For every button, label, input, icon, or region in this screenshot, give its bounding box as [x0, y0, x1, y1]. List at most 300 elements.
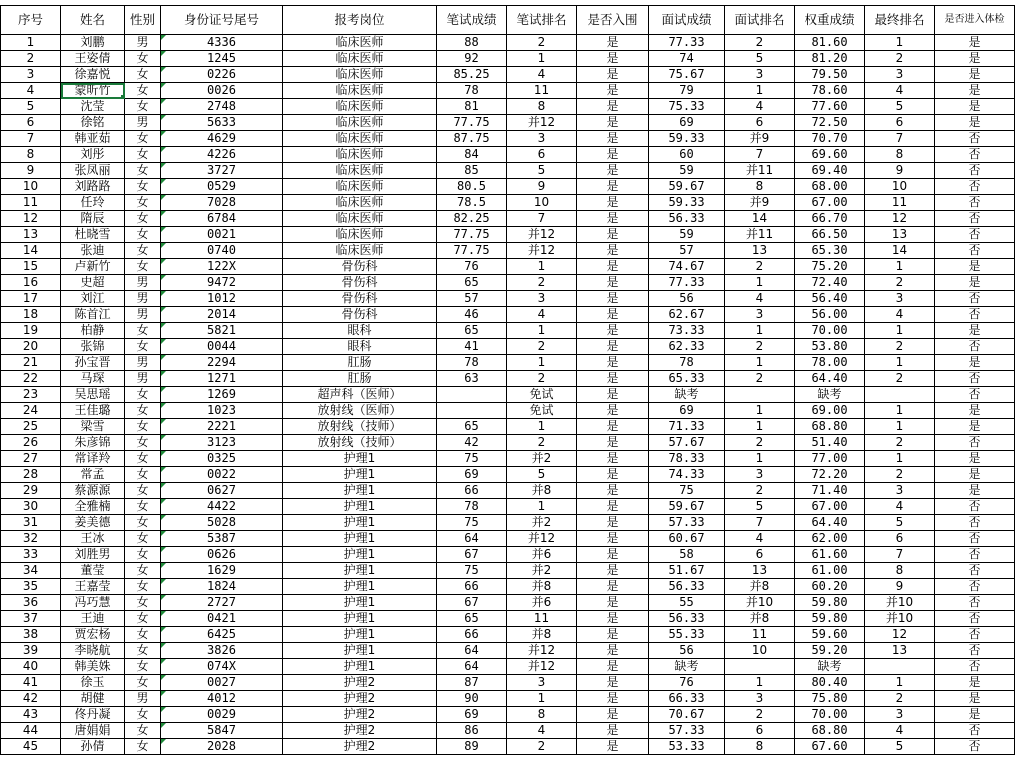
weighted-score-cell[interactable]: 70.00 — [795, 707, 865, 723]
final-rank-cell[interactable]: 2 — [865, 435, 935, 451]
name-cell[interactable]: 刘江 — [61, 291, 125, 307]
written-score-cell[interactable]: 67 — [437, 547, 507, 563]
weighted-score-cell[interactable]: 75.20 — [795, 259, 865, 275]
interview-rank-cell[interactable]: 6 — [725, 723, 795, 739]
interview-score-cell[interactable]: 74.67 — [649, 259, 725, 275]
interview-score-cell[interactable]: 62.67 — [649, 307, 725, 323]
final-rank-cell[interactable]: 11 — [865, 195, 935, 211]
weighted-score-cell[interactable]: 61.60 — [795, 547, 865, 563]
shortlisted-cell[interactable]: 是 — [577, 419, 649, 435]
position-cell[interactable]: 临床医师 — [283, 35, 437, 51]
seq-cell[interactable]: 17 — [1, 291, 61, 307]
weighted-score-cell[interactable]: 72.50 — [795, 115, 865, 131]
name-cell[interactable]: 贾宏杨 — [61, 627, 125, 643]
interview-score-cell[interactable]: 59.33 — [649, 195, 725, 211]
written-score-cell[interactable]: 80.5 — [437, 179, 507, 195]
interview-score-cell[interactable]: 73.33 — [649, 323, 725, 339]
final-rank-cell[interactable]: 9 — [865, 163, 935, 179]
gender-cell[interactable]: 女 — [125, 323, 161, 339]
interview-score-cell[interactable]: 57.33 — [649, 723, 725, 739]
id-tail-cell[interactable]: 0027 — [161, 675, 283, 691]
seq-cell[interactable]: 4 — [1, 83, 61, 99]
written-rank-cell[interactable]: 11 — [507, 611, 577, 627]
shortlisted-cell[interactable]: 是 — [577, 627, 649, 643]
seq-cell[interactable]: 22 — [1, 371, 61, 387]
written-score-cell[interactable]: 63 — [437, 371, 507, 387]
interview-rank-cell[interactable]: 6 — [725, 547, 795, 563]
written-rank-cell[interactable]: 4 — [507, 307, 577, 323]
name-cell[interactable]: 朱彦锦 — [61, 435, 125, 451]
medical-exam-cell[interactable]: 否 — [935, 339, 1015, 355]
final-rank-cell[interactable]: 13 — [865, 643, 935, 659]
medical-exam-cell[interactable]: 否 — [935, 531, 1015, 547]
weighted-score-cell[interactable]: 78.00 — [795, 355, 865, 371]
shortlisted-cell[interactable]: 是 — [577, 691, 649, 707]
gender-cell[interactable]: 女 — [125, 499, 161, 515]
interview-score-cell[interactable]: 57.33 — [649, 515, 725, 531]
position-cell[interactable]: 放射线（技师） — [283, 435, 437, 451]
weighted-score-cell[interactable]: 77.60 — [795, 99, 865, 115]
id-tail-cell[interactable]: 074X — [161, 659, 283, 675]
interview-score-cell[interactable]: 59 — [649, 163, 725, 179]
seq-cell[interactable]: 14 — [1, 243, 61, 259]
written-rank-cell[interactable]: 1 — [507, 323, 577, 339]
written-score-cell[interactable]: 90 — [437, 691, 507, 707]
seq-cell[interactable]: 32 — [1, 531, 61, 547]
name-cell[interactable]: 陈首江 — [61, 307, 125, 323]
written-score-cell[interactable]: 69 — [437, 707, 507, 723]
interview-rank-cell[interactable]: 3 — [725, 467, 795, 483]
name-cell[interactable]: 蔡源源 — [61, 483, 125, 499]
medical-exam-cell[interactable]: 否 — [935, 595, 1015, 611]
interview-score-cell[interactable]: 56.33 — [649, 611, 725, 627]
seq-cell[interactable]: 6 — [1, 115, 61, 131]
interview-rank-cell[interactable] — [725, 659, 795, 675]
interview-rank-cell[interactable]: 并9 — [725, 131, 795, 147]
position-cell[interactable]: 临床医师 — [283, 67, 437, 83]
name-cell[interactable]: 柏静 — [61, 323, 125, 339]
gender-cell[interactable]: 男 — [125, 371, 161, 387]
interview-score-cell[interactable]: 77.33 — [649, 35, 725, 51]
seq-cell[interactable]: 26 — [1, 435, 61, 451]
position-cell[interactable]: 临床医师 — [283, 51, 437, 67]
gender-cell[interactable]: 女 — [125, 547, 161, 563]
seq-cell[interactable]: 16 — [1, 275, 61, 291]
interview-rank-cell[interactable]: 10 — [725, 643, 795, 659]
seq-cell[interactable]: 44 — [1, 723, 61, 739]
name-cell[interactable]: 王姿倩 — [61, 51, 125, 67]
final-rank-cell[interactable]: 4 — [865, 499, 935, 515]
gender-cell[interactable]: 女 — [125, 435, 161, 451]
id-tail-cell[interactable]: 0021 — [161, 227, 283, 243]
shortlisted-cell[interactable]: 是 — [577, 115, 649, 131]
shortlisted-cell[interactable]: 是 — [577, 179, 649, 195]
id-tail-cell[interactable]: 1023 — [161, 403, 283, 419]
gender-cell[interactable]: 女 — [125, 659, 161, 675]
id-tail-cell[interactable]: 6784 — [161, 211, 283, 227]
header-cell[interactable]: 身份证号尾号 — [161, 6, 283, 35]
shortlisted-cell[interactable]: 是 — [577, 515, 649, 531]
position-cell[interactable]: 护理2 — [283, 691, 437, 707]
position-cell[interactable]: 眼科 — [283, 323, 437, 339]
seq-cell[interactable]: 30 — [1, 499, 61, 515]
seq-cell[interactable]: 31 — [1, 515, 61, 531]
name-cell[interactable]: 史超 — [61, 275, 125, 291]
gender-cell[interactable]: 女 — [125, 595, 161, 611]
seq-cell[interactable]: 29 — [1, 483, 61, 499]
written-score-cell[interactable]: 67 — [437, 595, 507, 611]
medical-exam-cell[interactable]: 是 — [935, 83, 1015, 99]
written-rank-cell[interactable]: 2 — [507, 275, 577, 291]
final-rank-cell[interactable]: 并10 — [865, 595, 935, 611]
shortlisted-cell[interactable]: 是 — [577, 467, 649, 483]
interview-score-cell[interactable]: 57 — [649, 243, 725, 259]
shortlisted-cell[interactable]: 是 — [577, 339, 649, 355]
gender-cell[interactable]: 女 — [125, 179, 161, 195]
final-rank-cell[interactable]: 1 — [865, 451, 935, 467]
final-rank-cell[interactable]: 2 — [865, 339, 935, 355]
written-rank-cell[interactable]: 9 — [507, 179, 577, 195]
written-rank-cell[interactable]: 并12 — [507, 643, 577, 659]
name-cell[interactable]: 佟丹凝 — [61, 707, 125, 723]
shortlisted-cell[interactable]: 是 — [577, 35, 649, 51]
seq-cell[interactable]: 36 — [1, 595, 61, 611]
name-cell[interactable]: 张锦 — [61, 339, 125, 355]
name-cell[interactable]: 刘鹏 — [61, 35, 125, 51]
interview-score-cell[interactable]: 57.67 — [649, 435, 725, 451]
name-cell[interactable]: 唐娟娟 — [61, 723, 125, 739]
gender-cell[interactable]: 男 — [125, 355, 161, 371]
position-cell[interactable]: 护理2 — [283, 723, 437, 739]
interview-score-cell[interactable]: 60 — [649, 147, 725, 163]
final-rank-cell[interactable]: 14 — [865, 243, 935, 259]
interview-rank-cell[interactable]: 14 — [725, 211, 795, 227]
id-tail-cell[interactable]: 4336 — [161, 35, 283, 51]
medical-exam-cell[interactable]: 否 — [935, 163, 1015, 179]
gender-cell[interactable]: 女 — [125, 643, 161, 659]
gender-cell[interactable]: 男 — [125, 307, 161, 323]
medical-exam-cell[interactable]: 否 — [935, 307, 1015, 323]
id-tail-cell[interactable]: 2014 — [161, 307, 283, 323]
gender-cell[interactable]: 女 — [125, 723, 161, 739]
seq-cell[interactable]: 43 — [1, 707, 61, 723]
weighted-score-cell[interactable]: 缺考 — [795, 659, 865, 675]
weighted-score-cell[interactable]: 59.80 — [795, 595, 865, 611]
medical-exam-cell[interactable]: 否 — [935, 659, 1015, 675]
header-cell[interactable]: 姓名 — [61, 6, 125, 35]
weighted-score-cell[interactable]: 67.60 — [795, 739, 865, 755]
medical-exam-cell[interactable]: 是 — [935, 691, 1015, 707]
seq-cell[interactable]: 3 — [1, 67, 61, 83]
shortlisted-cell[interactable]: 是 — [577, 67, 649, 83]
position-cell[interactable]: 护理1 — [283, 659, 437, 675]
final-rank-cell[interactable] — [865, 659, 935, 675]
written-rank-cell[interactable]: 7 — [507, 211, 577, 227]
weighted-score-cell[interactable]: 69.40 — [795, 163, 865, 179]
gender-cell[interactable]: 女 — [125, 147, 161, 163]
id-tail-cell[interactable]: 2221 — [161, 419, 283, 435]
written-rank-cell[interactable]: 并12 — [507, 227, 577, 243]
written-rank-cell[interactable]: 2 — [507, 739, 577, 755]
written-rank-cell[interactable]: 并12 — [507, 659, 577, 675]
written-score-cell[interactable]: 64 — [437, 659, 507, 675]
gender-cell[interactable]: 女 — [125, 51, 161, 67]
medical-exam-cell[interactable]: 否 — [935, 547, 1015, 563]
medical-exam-cell[interactable]: 是 — [935, 259, 1015, 275]
final-rank-cell[interactable] — [865, 387, 935, 403]
interview-score-cell[interactable]: 56.33 — [649, 211, 725, 227]
gender-cell[interactable]: 女 — [125, 627, 161, 643]
position-cell[interactable]: 临床医师 — [283, 195, 437, 211]
id-tail-cell[interactable]: 0627 — [161, 483, 283, 499]
gender-cell[interactable]: 男 — [125, 35, 161, 51]
interview-rank-cell[interactable]: 2 — [725, 339, 795, 355]
gender-cell[interactable]: 男 — [125, 115, 161, 131]
written-score-cell[interactable]: 77.75 — [437, 243, 507, 259]
interview-score-cell[interactable]: 58 — [649, 547, 725, 563]
interview-rank-cell[interactable]: 4 — [725, 291, 795, 307]
medical-exam-cell[interactable]: 否 — [935, 515, 1015, 531]
seq-cell[interactable]: 5 — [1, 99, 61, 115]
position-cell[interactable]: 护理2 — [283, 739, 437, 755]
written-score-cell[interactable]: 65 — [437, 611, 507, 627]
written-rank-cell[interactable]: 8 — [507, 707, 577, 723]
name-cell[interactable]: 常译羚 — [61, 451, 125, 467]
name-cell[interactable]: 张凤丽 — [61, 163, 125, 179]
written-rank-cell[interactable]: 3 — [507, 291, 577, 307]
written-rank-cell[interactable]: 5 — [507, 467, 577, 483]
position-cell[interactable]: 临床医师 — [283, 99, 437, 115]
weighted-score-cell[interactable]: 67.00 — [795, 499, 865, 515]
id-tail-cell[interactable]: 0226 — [161, 67, 283, 83]
medical-exam-cell[interactable]: 否 — [935, 723, 1015, 739]
written-score-cell[interactable]: 75 — [437, 515, 507, 531]
id-tail-cell[interactable]: 5633 — [161, 115, 283, 131]
weighted-score-cell[interactable]: 69.00 — [795, 403, 865, 419]
written-rank-cell[interactable]: 并12 — [507, 531, 577, 547]
final-rank-cell[interactable]: 3 — [865, 67, 935, 83]
medical-exam-cell[interactable]: 是 — [935, 99, 1015, 115]
interview-score-cell[interactable]: 56 — [649, 291, 725, 307]
position-cell[interactable]: 护理1 — [283, 595, 437, 611]
written-score-cell[interactable]: 66 — [437, 627, 507, 643]
interview-score-cell[interactable]: 75.33 — [649, 99, 725, 115]
weighted-score-cell[interactable]: 65.30 — [795, 243, 865, 259]
written-rank-cell[interactable]: 10 — [507, 195, 577, 211]
interview-score-cell[interactable]: 缺考 — [649, 387, 725, 403]
interview-score-cell[interactable]: 66.33 — [649, 691, 725, 707]
id-tail-cell[interactable]: 2748 — [161, 99, 283, 115]
id-tail-cell[interactable]: 0044 — [161, 339, 283, 355]
written-rank-cell[interactable]: 3 — [507, 131, 577, 147]
interview-score-cell[interactable]: 78.33 — [649, 451, 725, 467]
weighted-score-cell[interactable]: 70.70 — [795, 131, 865, 147]
written-rank-cell[interactable]: 8 — [507, 99, 577, 115]
written-score-cell[interactable]: 78 — [437, 355, 507, 371]
header-cell[interactable]: 权重成绩 — [795, 6, 865, 35]
interview-rank-cell[interactable] — [725, 387, 795, 403]
gender-cell[interactable]: 女 — [125, 611, 161, 627]
name-cell[interactable]: 隋辰 — [61, 211, 125, 227]
interview-score-cell[interactable]: 55 — [649, 595, 725, 611]
interview-score-cell[interactable]: 77.33 — [649, 275, 725, 291]
shortlisted-cell[interactable]: 是 — [577, 147, 649, 163]
weighted-score-cell[interactable]: 77.00 — [795, 451, 865, 467]
written-rank-cell[interactable]: 2 — [507, 339, 577, 355]
name-cell[interactable]: 王冰 — [61, 531, 125, 547]
written-rank-cell[interactable]: 2 — [507, 371, 577, 387]
final-rank-cell[interactable]: 1 — [865, 419, 935, 435]
final-rank-cell[interactable]: 5 — [865, 99, 935, 115]
medical-exam-cell[interactable]: 否 — [935, 579, 1015, 595]
final-rank-cell[interactable]: 12 — [865, 211, 935, 227]
shortlisted-cell[interactable]: 是 — [577, 611, 649, 627]
final-rank-cell[interactable]: 2 — [865, 371, 935, 387]
interview-score-cell[interactable]: 71.33 — [649, 419, 725, 435]
position-cell[interactable]: 护理1 — [283, 467, 437, 483]
seq-cell[interactable]: 27 — [1, 451, 61, 467]
interview-rank-cell[interactable]: 并11 — [725, 163, 795, 179]
position-cell[interactable]: 护理1 — [283, 531, 437, 547]
interview-rank-cell[interactable]: 8 — [725, 739, 795, 755]
written-rank-cell[interactable]: 4 — [507, 67, 577, 83]
written-score-cell[interactable]: 66 — [437, 483, 507, 499]
seq-cell[interactable]: 38 — [1, 627, 61, 643]
interview-score-cell[interactable]: 78 — [649, 355, 725, 371]
written-rank-cell[interactable]: 4 — [507, 723, 577, 739]
seq-cell[interactable]: 37 — [1, 611, 61, 627]
position-cell[interactable]: 临床医师 — [283, 115, 437, 131]
position-cell[interactable]: 临床医师 — [283, 83, 437, 99]
medical-exam-cell[interactable]: 否 — [935, 131, 1015, 147]
written-rank-cell[interactable]: 11 — [507, 83, 577, 99]
interview-score-cell[interactable]: 75.67 — [649, 67, 725, 83]
gender-cell[interactable]: 女 — [125, 451, 161, 467]
medical-exam-cell[interactable]: 否 — [935, 643, 1015, 659]
interview-rank-cell[interactable]: 4 — [725, 99, 795, 115]
medical-exam-cell[interactable]: 是 — [935, 51, 1015, 67]
medical-exam-cell[interactable]: 否 — [935, 563, 1015, 579]
shortlisted-cell[interactable]: 是 — [577, 371, 649, 387]
interview-score-cell[interactable]: 59 — [649, 227, 725, 243]
medical-exam-cell[interactable]: 否 — [935, 179, 1015, 195]
medical-exam-cell[interactable]: 否 — [935, 739, 1015, 755]
id-tail-cell[interactable]: 5028 — [161, 515, 283, 531]
weighted-score-cell[interactable]: 71.40 — [795, 483, 865, 499]
interview-rank-cell[interactable]: 2 — [725, 259, 795, 275]
written-score-cell[interactable]: 87 — [437, 675, 507, 691]
final-rank-cell[interactable]: 5 — [865, 739, 935, 755]
gender-cell[interactable]: 女 — [125, 211, 161, 227]
id-tail-cell[interactable]: 1629 — [161, 563, 283, 579]
seq-cell[interactable]: 33 — [1, 547, 61, 563]
position-cell[interactable]: 护理1 — [283, 547, 437, 563]
shortlisted-cell[interactable]: 是 — [577, 675, 649, 691]
weighted-score-cell[interactable]: 66.70 — [795, 211, 865, 227]
written-rank-cell[interactable]: 6 — [507, 147, 577, 163]
weighted-score-cell[interactable]: 72.20 — [795, 467, 865, 483]
interview-rank-cell[interactable]: 2 — [725, 707, 795, 723]
id-tail-cell[interactable]: 0022 — [161, 467, 283, 483]
medical-exam-cell[interactable]: 否 — [935, 435, 1015, 451]
written-score-cell[interactable]: 65 — [437, 323, 507, 339]
position-cell[interactable]: 护理1 — [283, 579, 437, 595]
written-rank-cell[interactable]: 5 — [507, 163, 577, 179]
id-tail-cell[interactable]: 3727 — [161, 163, 283, 179]
name-cell[interactable]: 张迪 — [61, 243, 125, 259]
written-rank-cell[interactable]: 并8 — [507, 627, 577, 643]
header-cell[interactable]: 笔试成绩 — [437, 6, 507, 35]
written-score-cell[interactable]: 75 — [437, 451, 507, 467]
final-rank-cell[interactable]: 7 — [865, 547, 935, 563]
id-tail-cell[interactable]: 0029 — [161, 707, 283, 723]
seq-cell[interactable]: 18 — [1, 307, 61, 323]
header-cell[interactable]: 最终排名 — [865, 6, 935, 35]
interview-score-cell[interactable]: 53.33 — [649, 739, 725, 755]
position-cell[interactable]: 护理1 — [283, 499, 437, 515]
shortlisted-cell[interactable]: 是 — [577, 355, 649, 371]
written-score-cell[interactable]: 86 — [437, 723, 507, 739]
weighted-score-cell[interactable]: 缺考 — [795, 387, 865, 403]
seq-cell[interactable]: 10 — [1, 179, 61, 195]
written-score-cell[interactable]: 65 — [437, 419, 507, 435]
medical-exam-cell[interactable]: 否 — [935, 195, 1015, 211]
shortlisted-cell[interactable]: 是 — [577, 547, 649, 563]
position-cell[interactable]: 临床医师 — [283, 147, 437, 163]
interview-rank-cell[interactable]: 3 — [725, 691, 795, 707]
weighted-score-cell[interactable]: 75.80 — [795, 691, 865, 707]
id-tail-cell[interactable]: 0325 — [161, 451, 283, 467]
gender-cell[interactable]: 女 — [125, 515, 161, 531]
final-rank-cell[interactable]: 2 — [865, 691, 935, 707]
interview-score-cell[interactable]: 51.67 — [649, 563, 725, 579]
final-rank-cell[interactable]: 1 — [865, 323, 935, 339]
seq-cell[interactable]: 9 — [1, 163, 61, 179]
written-rank-cell[interactable]: 并6 — [507, 547, 577, 563]
id-tail-cell[interactable]: 4629 — [161, 131, 283, 147]
shortlisted-cell[interactable]: 是 — [577, 83, 649, 99]
written-rank-cell[interactable]: 1 — [507, 691, 577, 707]
header-cell[interactable]: 序号 — [1, 6, 61, 35]
written-score-cell[interactable]: 65 — [437, 275, 507, 291]
interview-score-cell[interactable]: 75 — [649, 483, 725, 499]
gender-cell[interactable]: 女 — [125, 67, 161, 83]
shortlisted-cell[interactable]: 是 — [577, 259, 649, 275]
gender-cell[interactable]: 女 — [125, 259, 161, 275]
written-score-cell[interactable]: 77.75 — [437, 227, 507, 243]
interview-rank-cell[interactable]: 7 — [725, 147, 795, 163]
written-rank-cell[interactable]: 并8 — [507, 483, 577, 499]
seq-cell[interactable]: 2 — [1, 51, 61, 67]
gender-cell[interactable]: 女 — [125, 531, 161, 547]
written-score-cell[interactable]: 77.75 — [437, 115, 507, 131]
position-cell[interactable]: 护理1 — [283, 451, 437, 467]
header-cell[interactable]: 面试排名 — [725, 6, 795, 35]
medical-exam-cell[interactable]: 是 — [935, 275, 1015, 291]
written-rank-cell[interactable]: 2 — [507, 35, 577, 51]
weighted-score-cell[interactable]: 68.80 — [795, 723, 865, 739]
name-cell[interactable]: 董莹 — [61, 563, 125, 579]
seq-cell[interactable]: 13 — [1, 227, 61, 243]
written-rank-cell[interactable]: 2 — [507, 435, 577, 451]
written-score-cell[interactable]: 75 — [437, 563, 507, 579]
gender-cell[interactable]: 女 — [125, 403, 161, 419]
shortlisted-cell[interactable]: 是 — [577, 739, 649, 755]
id-tail-cell[interactable]: 4422 — [161, 499, 283, 515]
name-cell[interactable]: 梁雪 — [61, 419, 125, 435]
written-rank-cell[interactable]: 并2 — [507, 563, 577, 579]
name-cell[interactable]: 沈莹 — [61, 99, 125, 115]
